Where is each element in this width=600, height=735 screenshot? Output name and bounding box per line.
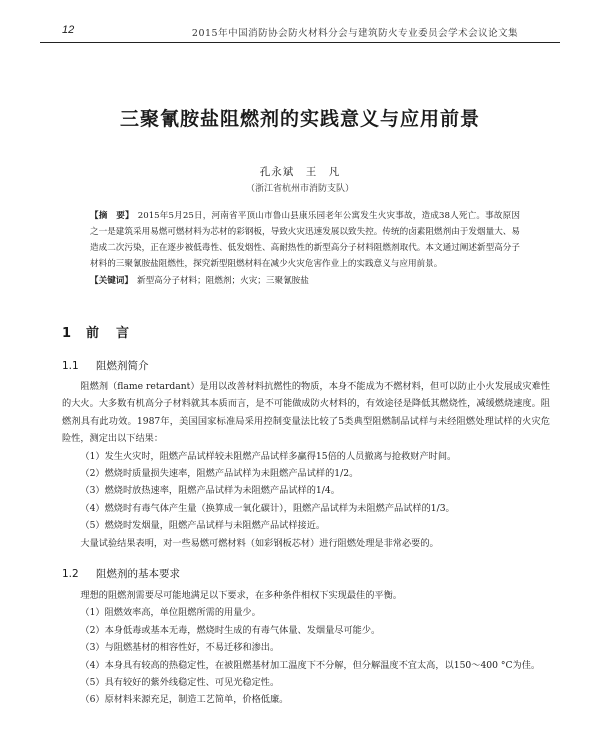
- list-item: （6）原材料来源充足，制造工艺简单，价格低廉。: [80, 694, 289, 706]
- abstract: [90, 208, 520, 289]
- paragraph: 大量试验结果表明，对一些易燃可燃材料（如彩钢板芯材）进行阻燃处理是非常必要的。: [80, 537, 439, 549]
- subsection-1-2-heading: [62, 566, 180, 581]
- section-1-number: 1: [62, 326, 74, 341]
- subsection-1-1-body: [62, 378, 550, 552]
- subsection-1-2-title: 阻燃剂的基本要求: [96, 568, 180, 580]
- keywords-label: 【关键词】: [90, 276, 133, 286]
- page-header: [40, 24, 560, 43]
- subsection-1-1-title: 阻燃剂简介: [96, 360, 149, 372]
- list-item: （5）具有较好的紫外线稳定性、可见光稳定性。: [80, 677, 280, 689]
- subsection-1-1-heading: [62, 358, 149, 373]
- list-item: （4）燃烧时有毒气体产生量（换算成一氧化碳计），阻燃产品试样为未阻燃产品试样的1/3。: [80, 502, 455, 514]
- keywords-paragraph: [90, 273, 520, 289]
- section-1-title: 前 言: [86, 326, 132, 341]
- paper-affiliation: （浙江省杭州市消防支队）: [245, 184, 354, 194]
- abstract-text: 2015年5月25日，河南省平顶山市鲁山县康乐园老年公寓发生火灾事故，造成38人死亡。事故原因之一是建筑采用易燃可燃材料为芯材的彩钢板，导致火灾迅速发展以致失控。传统的卤素阻燃剂由于发烟量大、易造成二次污染，正在逐步被低毒性、低发烟性、高耐热性的新型高分子材料阻燃剂取代。本文通过阐述新型高分子材料的三聚氰胺盐阻燃性，探究新型阻燃材料在减少火灾危害作业上的实践意义与应用前景。: [90, 211, 520, 269]
- list-item: （3）燃烧时放热速率，阻燃产品试样为未阻燃产品试样的1/4。: [80, 485, 340, 497]
- subsection-1-2-number: 1.2: [62, 568, 79, 580]
- list-item: （1）发生火灾时，阻燃产品试样较未阻燃产品试样多赢得15倍的人员撤离与抢救财产时间。: [80, 450, 457, 462]
- section-1-heading: [62, 322, 131, 341]
- running-head: 2015年中国消防协会防火材料分会与建筑防火专业委员会学术会议论文集: [191, 28, 519, 39]
- paragraph: 理想的阻燃剂需要尽可能地满足以下要求，在多种条件相权下实现最佳的平衡。: [80, 590, 402, 601]
- paragraph: 阻燃剂（flame retardant）是用以改善材料抗燃性的物质，本身不能成为不燃材料，但可以防止小火发展成灾难性的大火。大多数有机高分子材料就其本质而言，是不可能做成防火材料的，有效途径是降低其燃烧性，减缓燃烧速度。阻燃剂具有此功效。1987年，美国国家标准局采用控制变量法比较了5类典型阻燃制品试样与未经阻燃处理试样的火灾危险性，测定出以下结果：: [62, 381, 550, 445]
- subsection-1-1-number: 1.1: [62, 360, 79, 372]
- list-item: （3）与阻燃基材的相容性好，不易迁移和渗出。: [80, 642, 280, 654]
- paper-authors: 孔永斌 王 凡: [259, 166, 341, 178]
- page-number: 12: [62, 24, 75, 36]
- paper-title: 三聚氰胺盐阻燃剂的实践意义与应用前景: [119, 108, 480, 130]
- abstract-paragraph: [90, 208, 520, 272]
- list-item: （5）燃烧时发烟量，阻燃产品试样与未阻燃产品试样接近。: [80, 520, 326, 532]
- abstract-label: 【摘 要】: [90, 211, 134, 221]
- list-item: （1）阻燃效率高，单位阻燃所需的用量少。: [80, 607, 261, 619]
- list-item: （2）本身低毒或基本无毒，燃烧时生成的有毒气体量、发烟量尽可能少。: [80, 624, 381, 636]
- list-item: （2）燃烧时质量损失速率，阻燃产品试样为未阻燃产品试样的1/2。: [80, 468, 359, 480]
- subsection-1-2-body: [62, 587, 550, 709]
- list-item: （4）本身具有较高的热稳定性，在被阻燃基材加工温度下不分解，但分解温度不宜太高，以150～400 °C为佳。: [80, 659, 541, 671]
- keywords-text: 新型高分子材料；阻燃剂；火灾；三聚氰胺盐: [136, 276, 309, 286]
